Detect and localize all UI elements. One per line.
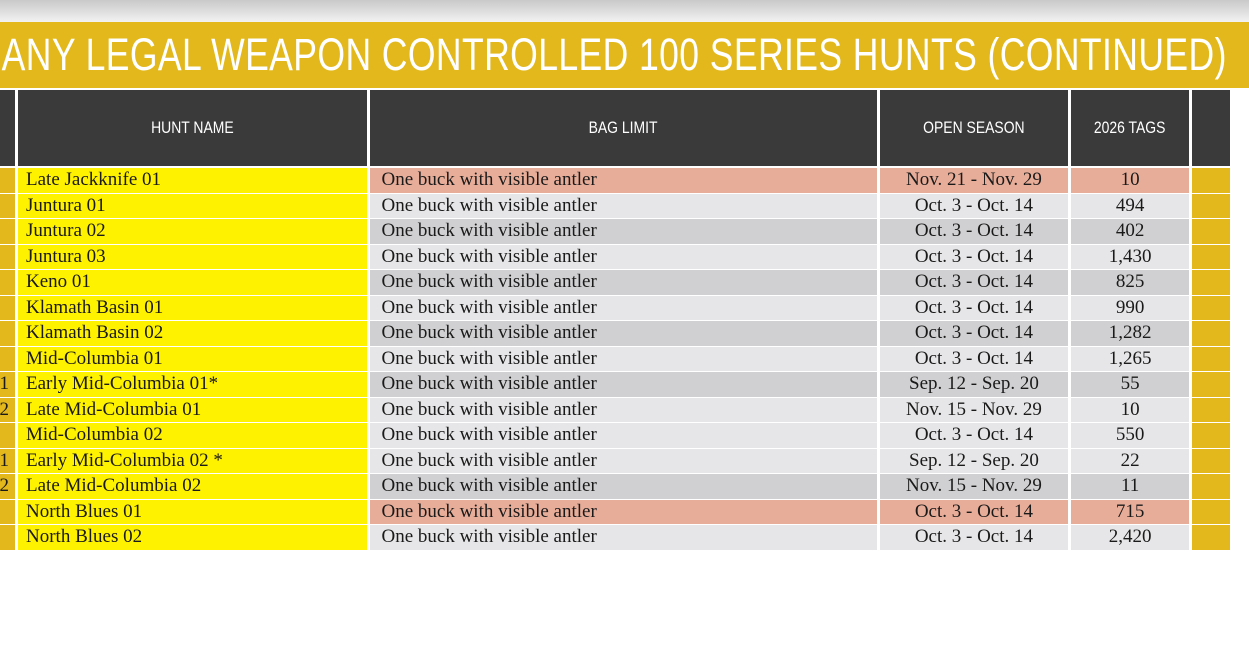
- hunt-number-cell: 1: [0, 448, 17, 474]
- hunt-number-cell: [0, 219, 17, 245]
- open-season-cell: Sep. 12 - Sep. 20: [878, 448, 1069, 474]
- hunt-name-cell: Juntura 01: [17, 193, 369, 219]
- row-edge: [1191, 270, 1232, 296]
- tags-cell: 1,282: [1070, 321, 1191, 347]
- hunt-number-cell: [0, 499, 17, 525]
- row-edge: [1191, 397, 1232, 423]
- table-row: [0, 167, 1232, 193]
- hunt-number-cell: [0, 346, 17, 372]
- tags-cell: 11: [1070, 474, 1191, 500]
- bag-limit-cell: One buck with visible antler: [368, 525, 878, 551]
- tags-cell: 22: [1070, 448, 1191, 474]
- open-season-cell: Oct. 3 - Oct. 14: [878, 321, 1069, 347]
- bag-limit-cell: One buck with visible antler: [368, 448, 878, 474]
- hunt-name-cell: North Blues 02: [17, 525, 369, 551]
- table-row: [0, 244, 1232, 270]
- table-row: [0, 474, 1232, 500]
- hunt-name-cell: Juntura 03: [17, 244, 369, 270]
- bag-limit-cell: One buck with visible antler: [368, 346, 878, 372]
- bag-limit-cell: One buck with visible antler: [368, 321, 878, 347]
- hunt-number-cell: [0, 244, 17, 270]
- header-2026-tags: 2026 TAGS: [1070, 90, 1191, 167]
- tags-cell: 550: [1070, 423, 1191, 449]
- table-row: [0, 499, 1232, 525]
- row-edge: [1191, 499, 1232, 525]
- table-row: [0, 448, 1232, 474]
- table-row: [0, 423, 1232, 449]
- hunt-name-cell: Juntura 02: [17, 219, 369, 245]
- tags-cell: 825: [1070, 270, 1191, 296]
- row-edge: [1191, 525, 1232, 551]
- table-row: [0, 270, 1232, 296]
- title-banner: [0, 22, 1249, 88]
- hunt-number-cell: 1: [0, 372, 17, 398]
- row-edge: [1191, 372, 1232, 398]
- open-season-cell: Oct. 3 - Oct. 14: [878, 346, 1069, 372]
- hunt-name-cell: North Blues 01: [17, 499, 369, 525]
- tags-cell: 1,430: [1070, 244, 1191, 270]
- bag-limit-cell: One buck with visible antler: [368, 474, 878, 500]
- open-season-cell: Oct. 3 - Oct. 14: [878, 193, 1069, 219]
- bag-limit-cell: One buck with visible antler: [368, 167, 878, 193]
- hunt-name-cell: Keno 01: [17, 270, 369, 296]
- open-season-cell: Oct. 3 - Oct. 14: [878, 244, 1069, 270]
- row-edge: [1191, 244, 1232, 270]
- tags-cell: 10: [1070, 167, 1191, 193]
- bag-limit-cell: One buck with visible antler: [368, 499, 878, 525]
- page-title: ANY LEGAL WEAPON CONTROLLED 100 SERIES HUNTS (CONTINUED): [1, 29, 1227, 80]
- bag-limit-cell: One buck with visible antler: [368, 295, 878, 321]
- open-season-cell: Oct. 3 - Oct. 14: [878, 423, 1069, 449]
- hunt-number-cell: 2: [0, 474, 17, 500]
- tags-cell: 1,265: [1070, 346, 1191, 372]
- hunt-number-cell: [0, 193, 17, 219]
- open-season-cell: Oct. 3 - Oct. 14: [878, 219, 1069, 245]
- tags-cell: 10: [1070, 397, 1191, 423]
- table-row: [0, 219, 1232, 245]
- row-edge: [1191, 219, 1232, 245]
- hunt-name-cell: Late Mid-Columbia 02: [17, 474, 369, 500]
- tags-cell: 402: [1070, 219, 1191, 245]
- header-bag-limit: BAG LIMIT: [368, 90, 878, 167]
- top-shadow: [0, 0, 1249, 22]
- open-season-cell: Nov. 21 - Nov. 29: [878, 167, 1069, 193]
- hunt-name-cell: Klamath Basin 01: [17, 295, 369, 321]
- row-edge: [1191, 474, 1232, 500]
- tags-cell: 715: [1070, 499, 1191, 525]
- row-edge: [1191, 167, 1232, 193]
- header-hunt-name: HUNT NAME: [17, 90, 369, 167]
- bag-limit-cell: One buck with visible antler: [368, 219, 878, 245]
- row-edge: [1191, 193, 1232, 219]
- bag-limit-cell: One buck with visible antler: [368, 372, 878, 398]
- header-number-column: [0, 90, 17, 167]
- bag-limit-cell: One buck with visible antler: [368, 270, 878, 296]
- row-edge: [1191, 295, 1232, 321]
- bag-limit-cell: One buck with visible antler: [368, 193, 878, 219]
- open-season-cell: Oct. 3 - Oct. 14: [878, 295, 1069, 321]
- hunt-name-cell: Mid-Columbia 01: [17, 346, 369, 372]
- open-season-cell: Oct. 3 - Oct. 14: [878, 525, 1069, 551]
- row-edge: [1191, 346, 1232, 372]
- open-season-cell: Oct. 3 - Oct. 14: [878, 270, 1069, 296]
- table-row: [0, 525, 1232, 551]
- hunt-name-cell: Klamath Basin 02: [17, 321, 369, 347]
- hunts-table: [0, 90, 1233, 551]
- open-season-cell: Oct. 3 - Oct. 14: [878, 499, 1069, 525]
- table-row: [0, 372, 1232, 398]
- table-row: [0, 397, 1232, 423]
- bag-limit-cell: One buck with visible antler: [368, 397, 878, 423]
- table-row: [0, 346, 1232, 372]
- open-season-cell: Sep. 12 - Sep. 20: [878, 372, 1069, 398]
- hunt-number-cell: [0, 321, 17, 347]
- hunt-name-cell: Mid-Columbia 02: [17, 423, 369, 449]
- open-season-cell: Nov. 15 - Nov. 29: [878, 397, 1069, 423]
- tags-cell: 494: [1070, 193, 1191, 219]
- hunt-name-cell: Late Mid-Columbia 01: [17, 397, 369, 423]
- tags-cell: 55: [1070, 372, 1191, 398]
- hunt-number-cell: [0, 525, 17, 551]
- hunt-number-cell: [0, 270, 17, 296]
- open-season-cell: Nov. 15 - Nov. 29: [878, 474, 1069, 500]
- header-row: [0, 90, 1232, 167]
- hunt-number-cell: [0, 295, 17, 321]
- hunt-name-cell: Late Jackknife 01: [17, 167, 369, 193]
- row-edge: [1191, 423, 1232, 449]
- hunt-number-cell: 2: [0, 397, 17, 423]
- header-open-season: OPEN SEASON: [878, 90, 1069, 167]
- bag-limit-cell: One buck with visible antler: [368, 244, 878, 270]
- row-edge: [1191, 448, 1232, 474]
- hunt-number-cell: [0, 423, 17, 449]
- tags-cell: 2,420: [1070, 525, 1191, 551]
- hunt-name-cell: Early Mid-Columbia 02 *: [17, 448, 369, 474]
- table-row: [0, 321, 1232, 347]
- header-edge: [1191, 90, 1232, 167]
- hunt-name-cell: Early Mid-Columbia 01*: [17, 372, 369, 398]
- tags-cell: 990: [1070, 295, 1191, 321]
- table-row: [0, 295, 1232, 321]
- row-edge: [1191, 321, 1232, 347]
- hunt-number-cell: [0, 167, 17, 193]
- table-row: [0, 193, 1232, 219]
- bag-limit-cell: One buck with visible antler: [368, 423, 878, 449]
